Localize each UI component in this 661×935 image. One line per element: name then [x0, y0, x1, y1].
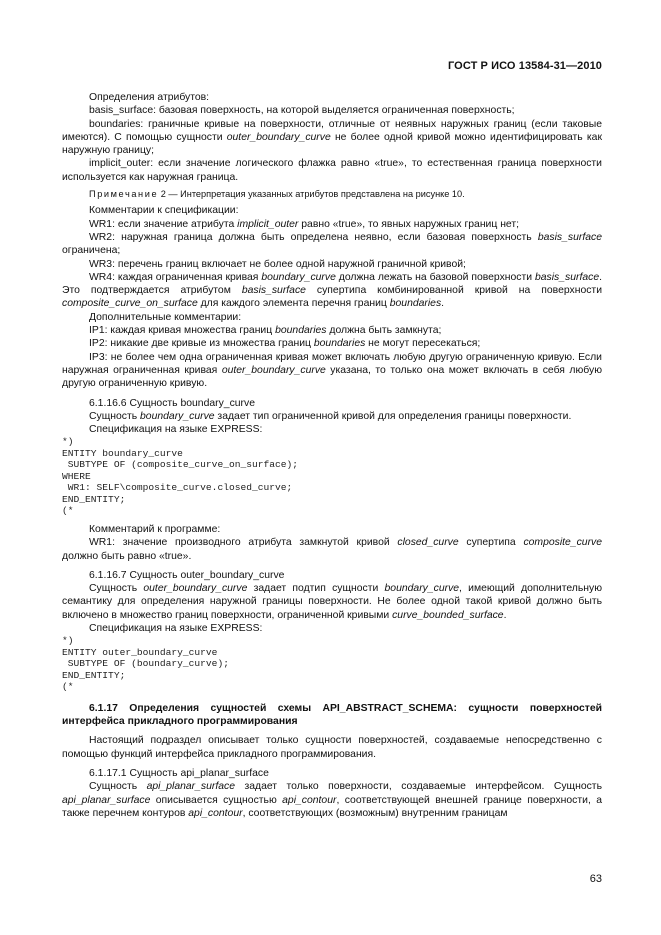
text-run: IP2: никакие две кривые из множества границ [89, 338, 314, 350]
text-run: равно «true», то явных наружных границ нет; [298, 218, 520, 230]
paragraph [62, 311, 602, 324]
text-run: . Это подтверждается атрибутом [62, 271, 602, 297]
text-run: Настоящий подраздел описывает только сущности поверхностей, создаваемые непосредственно с помощью функций интерфейса прикладного программирования. [62, 735, 602, 760]
paragraph [62, 582, 602, 622]
text-run: , соответствующей внешней границе поверхности, а также перечнем контуров [62, 794, 602, 819]
text-run: 6.1.17 Определения сущностей схемы API_ABSTRACT_SCHEMA: сущности поверхностей интерфейса прикладного программирования [62, 702, 602, 728]
paragraph [62, 569, 602, 582]
text-run: IP1: каждая кривая множества границ [89, 325, 276, 337]
text-run: 2 — Интерпретация указанных атрибутов представлена на рисунке 10. [158, 189, 465, 200]
paragraph [62, 157, 602, 184]
paragraph [62, 622, 602, 635]
text-run: WR1: если значение атрибута [89, 218, 238, 230]
italic-term: api_contour [282, 794, 337, 806]
text-run: Спецификация на языке EXPRESS: [89, 623, 263, 634]
paragraph [62, 767, 602, 780]
italic-term: basis_surface [537, 231, 602, 243]
italic-term: composite_curve [523, 537, 602, 549]
text-run: Определения атрибутов: [89, 92, 210, 103]
text-run: супертипа комбинированной кривой на поверхности [305, 285, 602, 297]
text-run: Комментарий к программе: [89, 523, 221, 535]
text-run: Дополнительные комментарии: [89, 311, 242, 323]
express-code-block: *) ENTITY outer_boundary_curve SUBTYPE OF (boundary_curve); END_ENTITY; (* [62, 635, 229, 693]
text-run: задает только поверхности, создаваемые интерфейсом. Сущность [235, 781, 602, 793]
text-run: basis_surface: базовая поверхность, на которой выделяется ограниченная поверхность; [89, 105, 515, 117]
text-run: описывается сущностью [150, 794, 283, 806]
express-code-block: *) ENTITY boundary_curve SUBTYPE OF (composite_curve_on_surface); WHERE WR1: SELF\composite_curve.closed_curve; END_ENTITY; (* [62, 436, 299, 517]
paragraph [62, 423, 602, 436]
document-body [62, 91, 602, 820]
italic-term: closed_curve [397, 537, 459, 549]
paragraph [62, 324, 602, 337]
text-run: должно быть равно «true». [62, 550, 192, 562]
text-run: указана, то только она может включать в себя любую другую ограниченную кривую. [62, 364, 602, 390]
italic-term: boundaries [313, 338, 366, 350]
text-run: Сущность [89, 410, 141, 422]
text-run: 6.1.16.6 Сущность boundary_curve [89, 397, 255, 409]
paragraph [62, 118, 602, 158]
italic-term: boundary_curve [261, 271, 336, 283]
text-run: , соответствующих (возможным) внутренним границам [242, 807, 508, 819]
spacer [62, 693, 602, 702]
italic-term: composite_curve_on_surface [62, 298, 198, 310]
text-run: задает подтип сущности [247, 583, 385, 595]
paragraph [62, 351, 602, 391]
paragraph [62, 734, 602, 761]
paragraph [62, 780, 602, 820]
italic-term: api_contour [188, 807, 243, 819]
text-run: Сущность [89, 781, 147, 793]
text-run: Сущность [89, 583, 144, 595]
text-run: . [503, 609, 507, 621]
text-run: должна быть замкнута; [326, 325, 442, 337]
italic-term: api_planar_surface [146, 781, 235, 793]
paragraph [62, 397, 602, 410]
text-run: Спецификация на языке EXPRESS: [89, 424, 263, 436]
paragraph [62, 204, 602, 217]
note-paragraph [62, 188, 602, 201]
text-run: не могут пересекаться; [365, 338, 481, 350]
italic-term: boundary_curve [140, 410, 215, 422]
text-run: WR1: значение производного атрибута замкнутой кривой [89, 537, 398, 549]
italic-term: boundary_curve [384, 583, 460, 595]
standard-header: ГОСТ Р ИСО 13584-31—2010 [447, 60, 602, 72]
paragraph [62, 231, 602, 258]
text-run: implicit_outer: если значение логического флажка равно «true», то естественная граница поверхности используется как наружная граница. [62, 158, 602, 183]
text-run: Примечание [89, 189, 159, 200]
text-run: boundaries: граничные кривые на поверхности, отличные от неявных наружных границ (если таковые имеются). С помощью сущности [62, 118, 602, 143]
paragraph [62, 104, 602, 117]
italic-term: basis_surface [534, 271, 600, 283]
paragraph [62, 410, 602, 423]
section-heading [62, 702, 602, 729]
italic-term: implicit_outer [237, 218, 299, 230]
text-run: WR3: перечень границ включает не более одной наружной граничной кривой; [89, 258, 466, 270]
text-run: WR2: наружная граница должна быть определена неявно, если базовая поверхность [89, 231, 538, 243]
text-run: для каждого элемента перечня границ [197, 298, 390, 310]
italic-term: curve_bounded_surface [392, 609, 504, 621]
paragraph [62, 536, 602, 563]
text-run: . [441, 298, 445, 310]
italic-term: outer_boundary_curve [221, 364, 326, 376]
text-run: Комментарии к спецификации: [89, 205, 239, 217]
paragraph [62, 523, 602, 536]
italic-term: api_planar_surface [62, 794, 151, 806]
page-number: 63 [589, 873, 602, 885]
italic-term: basis_surface [241, 285, 306, 297]
italic-term: outer_boundary_curve [143, 583, 248, 595]
text-run: не более одной кривой можно идентифицировать как наружную границу; [62, 131, 602, 157]
text-run: , имеющий дополнительную семантику для определения наружной границы поверхности. Не более одной такой кривой должно быть включено в множество границ поверхности, ограниченной кривыми [62, 583, 602, 621]
text-run: должна лежать на базовой поверхности [335, 271, 535, 283]
text-run: супертипа [458, 537, 524, 549]
text-run: WR4: каждая ограниченная кривая [89, 271, 262, 283]
italic-term: boundaries [389, 298, 442, 310]
italic-term: boundaries [275, 325, 327, 337]
text-run: 6.1.16.7 Сущность outer_boundary_curve [89, 569, 285, 581]
paragraph [62, 258, 602, 271]
text-run: задает тип ограниченной кривой для определения границы поверхности. [214, 410, 572, 422]
text-run: 6.1.17.1 Сущность api_planar_surface [89, 767, 269, 779]
paragraph [62, 337, 602, 350]
italic-term: outer_boundary_curve [226, 131, 331, 143]
paragraph [62, 91, 602, 104]
text-run: IP3: не более чем одна ограниченная кривая может включать любую другую ограниченную кривую. Если наружная ограниченная кривая [62, 351, 602, 376]
paragraph [62, 271, 602, 311]
paragraph [62, 218, 602, 231]
text-run: ограничена; [62, 245, 121, 257]
